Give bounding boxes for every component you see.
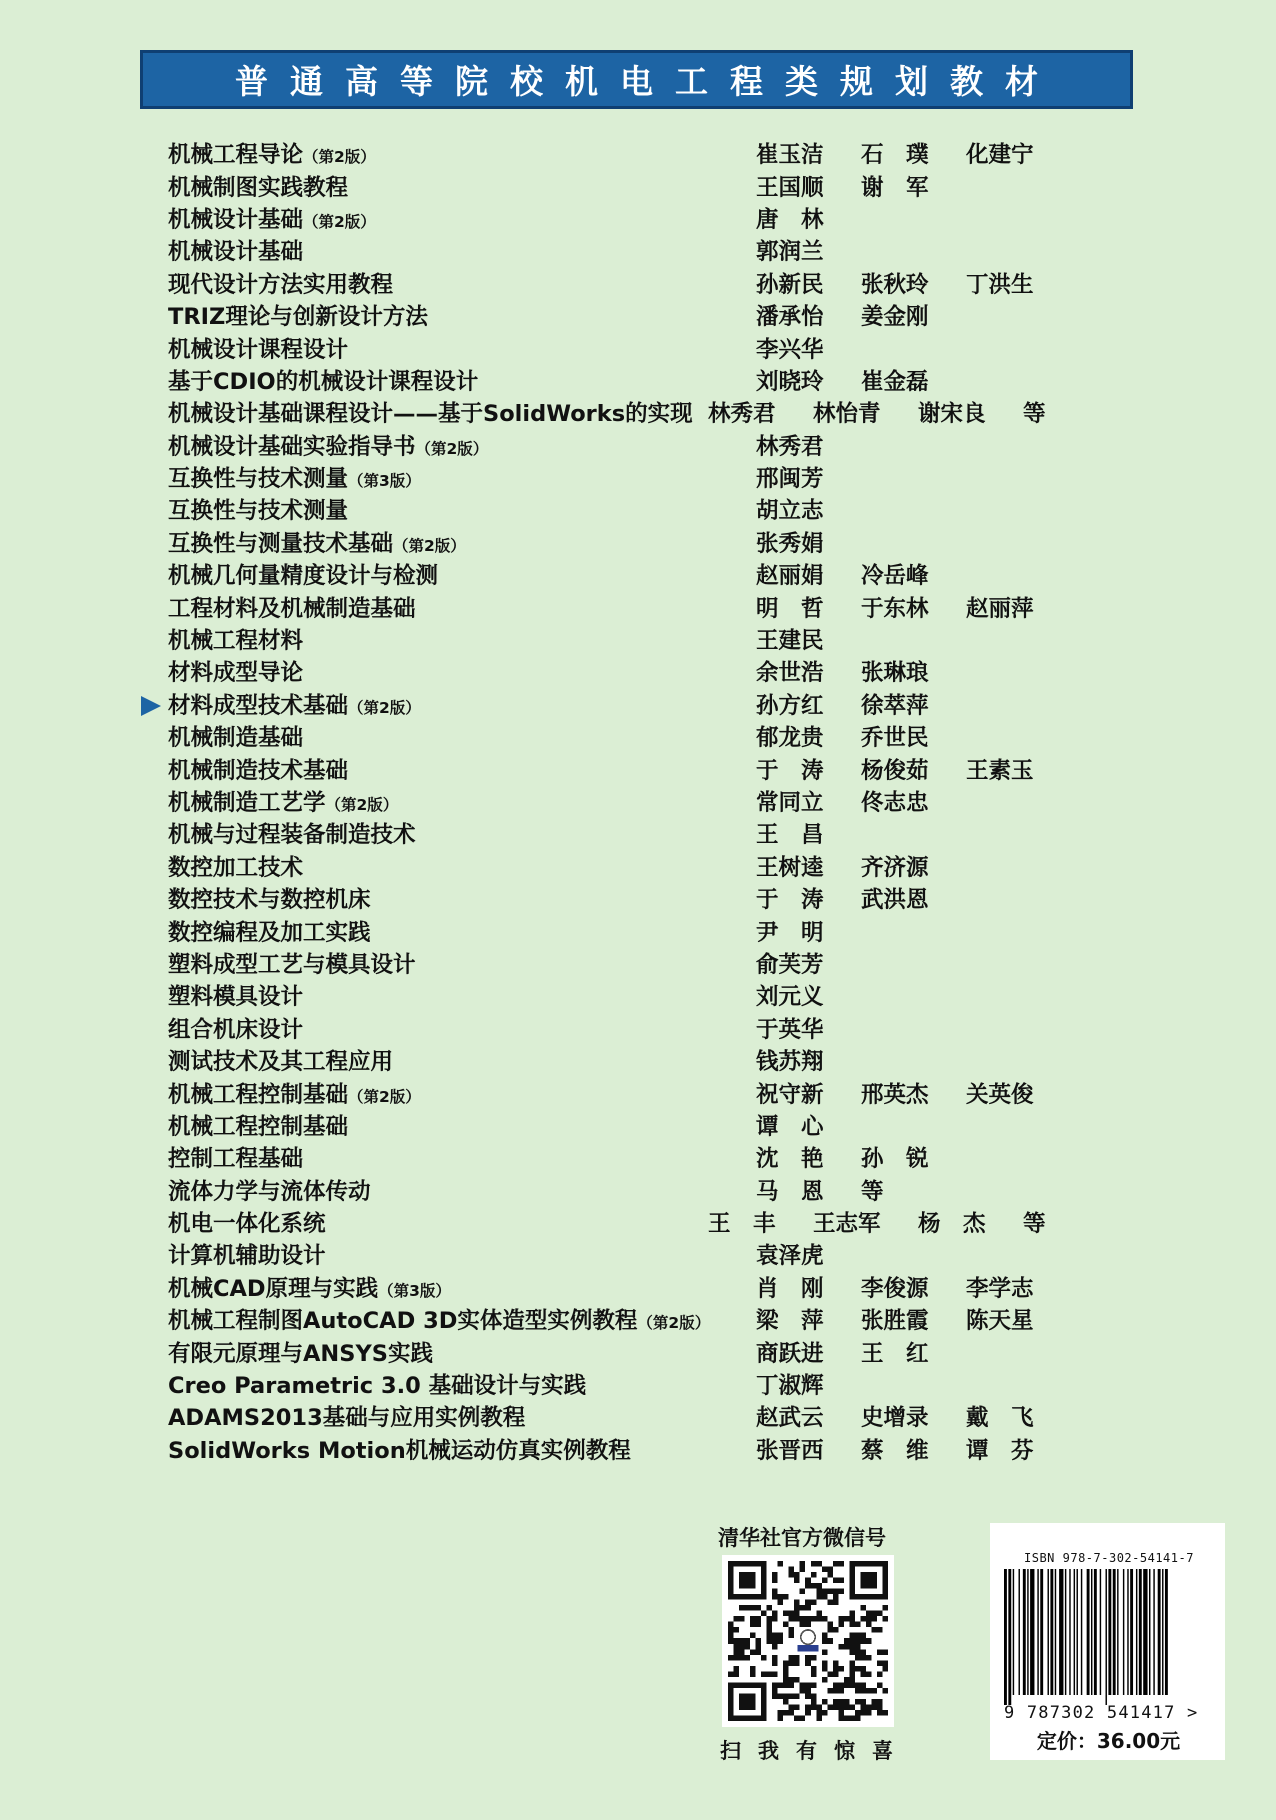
book-row xyxy=(168,234,1128,266)
book-author: 丁洪生 xyxy=(966,271,1034,298)
book-author: 张晋西 xyxy=(756,1437,824,1464)
current-book-marker-icon xyxy=(141,696,161,716)
book-edition: （第2版） xyxy=(303,212,376,231)
series-title: 普通高等院校机电工程类规划教材 xyxy=(235,62,1060,101)
book-title xyxy=(168,720,756,752)
book-authors xyxy=(708,1206,1128,1238)
book-author: 王 昌 xyxy=(756,822,824,849)
book-author: 孙新民 xyxy=(756,271,824,298)
book-authors xyxy=(708,396,1128,428)
book-authors xyxy=(756,720,966,752)
book-authors xyxy=(756,1238,861,1270)
book-title xyxy=(168,202,756,234)
book-title xyxy=(168,591,756,623)
book-author: 李兴华 xyxy=(756,336,824,363)
book-title-text: 材料成型技术基础 xyxy=(168,692,349,719)
book-author: 马 恩 xyxy=(756,1178,824,1205)
book-title xyxy=(168,882,756,914)
book-title xyxy=(168,299,756,331)
book-title xyxy=(168,1238,756,1270)
book-author: 王素玉 xyxy=(966,757,1034,784)
book-author: 肖 刚 xyxy=(756,1275,824,1302)
book-author: 王国顺 xyxy=(756,174,824,201)
isbn-barcode-box xyxy=(990,1523,1225,1760)
book-author: 郭润兰 xyxy=(756,239,824,266)
book-authors xyxy=(756,915,861,947)
book-author: 常同立 xyxy=(756,790,824,816)
book-title-text: 机械设计基础课程设计——基于SolidWorks的实现 xyxy=(168,401,693,428)
book-title xyxy=(168,1271,756,1303)
book-title-text: 控制工程基础 xyxy=(168,1146,304,1173)
book-author: 沈 艳 xyxy=(756,1146,824,1173)
book-authors xyxy=(756,493,861,525)
book-title-text: 机械工程控制基础 xyxy=(168,1113,349,1140)
book-author: 赵丽萍 xyxy=(966,595,1034,622)
book-authors xyxy=(756,850,966,882)
book-author: 姜金刚 xyxy=(861,304,929,331)
book-author: 张琳琅 xyxy=(861,660,929,687)
book-title-text: 塑料模具设计 xyxy=(168,984,304,1011)
book-author: 林怡青 xyxy=(813,401,881,428)
book-title-text: 机械与过程装备制造技术 xyxy=(168,822,416,849)
book-row xyxy=(168,331,1128,363)
book-author: 崔金磊 xyxy=(861,368,929,395)
book-row xyxy=(168,720,1128,752)
book-author: 石 璞 xyxy=(861,142,929,169)
book-title-text: 机械工程制图AutoCAD 3D实体造型实例教程 xyxy=(168,1308,638,1335)
book-row xyxy=(168,364,1128,396)
book-author: 丁淑辉 xyxy=(756,1373,824,1400)
book-authors xyxy=(756,1303,1071,1335)
book-title-text: TRIZ理论与创新设计方法 xyxy=(168,304,428,331)
book-title-text: 机械制造基础 xyxy=(168,725,304,752)
book-title xyxy=(168,753,756,785)
book-title xyxy=(168,526,756,558)
book-author: 等 xyxy=(861,1178,884,1205)
book-authors xyxy=(756,1368,861,1400)
book-title xyxy=(168,1174,756,1206)
book-author: 王志军 xyxy=(813,1211,881,1238)
book-authors xyxy=(756,1012,861,1044)
book-author: 李俊源 xyxy=(861,1275,929,1302)
book-authors xyxy=(756,1109,861,1141)
book-row xyxy=(168,752,1128,784)
book-author: 孙方红 xyxy=(756,692,824,719)
book-row xyxy=(168,850,1128,882)
book-author: 赵武云 xyxy=(756,1405,824,1432)
book-author: 张秀娟 xyxy=(756,530,824,557)
book-title-text: 机械制造工艺学 xyxy=(168,790,326,816)
book-title xyxy=(168,1433,756,1465)
book-authors xyxy=(756,1336,966,1368)
book-authors xyxy=(756,267,1071,299)
book-author: 史增录 xyxy=(861,1405,929,1432)
book-author: 谭 心 xyxy=(756,1113,824,1140)
book-row xyxy=(168,590,1128,622)
book-authors xyxy=(756,1271,1071,1303)
book-title-text: 机械工程控制基础 xyxy=(168,1081,349,1108)
barcode-digits: 9 787302 541417 > xyxy=(1004,1703,1199,1723)
book-row xyxy=(168,169,1128,201)
book-author: 崔玉洁 xyxy=(756,142,824,169)
book-edition: （第2版） xyxy=(393,536,466,555)
book-row xyxy=(168,526,1128,558)
book-author: 王建民 xyxy=(756,628,824,655)
book-authors xyxy=(756,234,861,266)
book-title-text: 机械CAD原理与实践 xyxy=(168,1275,379,1302)
book-title-text: 机械设计课程设计 xyxy=(168,336,349,363)
book-title xyxy=(168,655,756,687)
book-author: 谢 军 xyxy=(861,174,929,201)
book-authors xyxy=(756,461,861,493)
book-title-text: 机械设计基础实验指导书 xyxy=(168,433,416,460)
book-author: 张胜霞 xyxy=(861,1308,929,1335)
book-authors xyxy=(756,332,861,364)
book-author: 邢闽芳 xyxy=(756,466,824,493)
book-author: 王 丰 xyxy=(708,1211,776,1238)
book-author: 于英华 xyxy=(756,1016,824,1043)
book-title-text: 塑料成型工艺与模具设计 xyxy=(168,951,416,978)
book-author: 化建宁 xyxy=(966,142,1034,169)
book-author: 祝守新 xyxy=(756,1081,824,1108)
book-author: 佟志忠 xyxy=(861,790,929,816)
book-author: 关英俊 xyxy=(966,1081,1034,1108)
book-title-text: 材料成型导论 xyxy=(168,660,304,687)
qr-code-icon xyxy=(728,1561,888,1721)
book-authors xyxy=(756,882,966,914)
book-authors xyxy=(756,526,861,558)
book-author: 林秀君 xyxy=(708,401,776,428)
book-title-text: ADAMS2013基础与应用实例教程 xyxy=(168,1405,526,1432)
book-authors xyxy=(756,299,966,331)
book-author: 刘元义 xyxy=(756,984,824,1011)
book-author: 谭 芬 xyxy=(966,1437,1034,1464)
qr-slogan: 扫我有惊喜 xyxy=(720,1739,910,1763)
book-title xyxy=(168,1336,756,1368)
book-author: 潘承怡 xyxy=(756,304,824,331)
book-author: 刘晓玲 xyxy=(756,368,824,395)
book-title-text: 现代设计方法实用教程 xyxy=(168,271,394,298)
book-row xyxy=(168,558,1128,590)
book-authors xyxy=(756,137,1071,169)
book-title-text: 机电一体化系统 xyxy=(168,1211,326,1238)
book-row xyxy=(168,947,1128,979)
book-author: 唐 林 xyxy=(756,206,824,233)
book-title-text: 流体力学与流体传动 xyxy=(168,1178,371,1205)
series-banner xyxy=(140,50,1133,109)
book-title-text: 数控加工技术 xyxy=(168,854,304,881)
book-author: 钱苏翔 xyxy=(756,1049,824,1076)
book-author: 杨俊茹 xyxy=(861,757,929,784)
book-authors xyxy=(756,1141,966,1173)
book-authors xyxy=(756,558,966,590)
book-title xyxy=(168,364,756,396)
book-author: 等 xyxy=(1023,1211,1046,1238)
book-authors xyxy=(756,1433,1071,1465)
book-row xyxy=(168,1076,1128,1108)
book-title xyxy=(168,558,756,590)
book-title-text: 机械制造技术基础 xyxy=(168,757,349,784)
book-author: 余世浩 xyxy=(756,660,824,687)
book-row xyxy=(168,882,1128,914)
book-row xyxy=(168,267,1128,299)
book-title xyxy=(168,947,756,979)
book-title xyxy=(168,137,756,169)
book-title xyxy=(168,1368,756,1400)
book-title xyxy=(168,979,756,1011)
book-authors xyxy=(756,688,966,720)
book-row xyxy=(168,623,1128,655)
book-authors xyxy=(756,753,1071,785)
book-title xyxy=(168,915,756,947)
book-authors xyxy=(756,817,861,849)
book-title-text: 机械制图实践教程 xyxy=(168,174,349,201)
book-author: 王 红 xyxy=(861,1340,929,1367)
book-title xyxy=(168,785,756,817)
book-author: 于东林 xyxy=(861,595,929,622)
book-title xyxy=(168,1077,756,1109)
book-title xyxy=(168,1206,708,1238)
book-title xyxy=(168,396,708,428)
book-author: 孙 锐 xyxy=(861,1146,929,1173)
book-row xyxy=(168,299,1128,331)
book-authors xyxy=(756,785,966,817)
book-row xyxy=(168,1303,1128,1335)
book-title-text: 互换性与技术测量 xyxy=(168,498,349,525)
book-row xyxy=(168,785,1128,817)
book-title-text: 机械工程材料 xyxy=(168,628,304,655)
book-title xyxy=(168,1109,756,1141)
book-title-text: 机械设计基础 xyxy=(168,239,304,266)
book-title-text: 基于CDIO的机械设计课程设计 xyxy=(168,368,479,395)
book-author: 张秋玲 xyxy=(861,271,929,298)
book-author: 杨 杰 xyxy=(918,1211,986,1238)
book-row xyxy=(168,979,1128,1011)
book-title xyxy=(168,1012,756,1044)
book-row xyxy=(168,396,1128,428)
book-title xyxy=(168,493,756,525)
book-title-text: SolidWorks Motion机械运动仿真实例教程 xyxy=(168,1437,631,1464)
book-authors xyxy=(756,170,966,202)
book-authors xyxy=(756,202,861,234)
book-title xyxy=(168,850,756,882)
book-author: 俞芙芳 xyxy=(756,951,824,978)
book-author: 林秀君 xyxy=(756,433,824,460)
isbn-text: ISBN 978-7-302-54141-7 xyxy=(1024,1551,1194,1565)
book-authors xyxy=(756,623,861,655)
book-author: 梁 萍 xyxy=(756,1308,824,1335)
book-title-text: 组合机床设计 xyxy=(168,1016,304,1043)
book-row xyxy=(168,655,1128,687)
book-title-text: 数控技术与数控机床 xyxy=(168,887,371,914)
book-row xyxy=(168,493,1128,525)
book-row xyxy=(168,429,1128,461)
book-author: 戴 飞 xyxy=(966,1405,1034,1432)
book-edition: （第3版） xyxy=(378,1281,451,1300)
book-authors xyxy=(756,979,861,1011)
book-title xyxy=(168,429,756,461)
book-row xyxy=(168,1044,1128,1076)
book-edition: （第2版） xyxy=(303,148,376,167)
book-row xyxy=(168,461,1128,493)
book-author: 谢宋良 xyxy=(918,401,986,428)
book-authors xyxy=(756,1044,861,1076)
book-author: 赵丽娟 xyxy=(756,563,824,590)
book-title xyxy=(168,170,756,202)
book-author: 袁泽虎 xyxy=(756,1243,824,1270)
book-author: 李学志 xyxy=(966,1275,1034,1302)
book-author: 胡立志 xyxy=(756,498,824,525)
book-author: 齐济源 xyxy=(861,854,929,881)
book-title-text: 互换性与技术测量 xyxy=(168,466,349,493)
book-row xyxy=(168,1238,1128,1270)
book-edition: （第3版） xyxy=(348,472,421,491)
book-row xyxy=(168,202,1128,234)
book-row xyxy=(168,1400,1128,1432)
book-row xyxy=(168,817,1128,849)
book-title-text: 机械几何量精度设计与检测 xyxy=(168,563,439,590)
book-title-text: 计算机辅助设计 xyxy=(168,1243,326,1270)
book-edition: （第2版） xyxy=(637,1314,711,1333)
book-row xyxy=(168,1174,1128,1206)
book-row xyxy=(168,1141,1128,1173)
book-title-text: Creo Parametric 3.0 基础设计与实践 xyxy=(168,1373,587,1400)
barcode-icon xyxy=(1004,1569,1204,1705)
book-row xyxy=(168,914,1128,946)
book-edition: （第2版） xyxy=(325,796,399,814)
book-authors xyxy=(756,591,1071,623)
book-title xyxy=(168,1400,756,1432)
book-author: 尹 明 xyxy=(756,919,824,946)
book-row xyxy=(168,1335,1128,1367)
book-author: 乔世民 xyxy=(861,725,929,752)
book-row xyxy=(168,688,1128,720)
book-author: 徐萃萍 xyxy=(861,692,929,719)
book-list xyxy=(168,137,1128,1465)
book-title-text: 互换性与测量技术基础 xyxy=(168,530,394,557)
book-edition: （第2版） xyxy=(348,1087,421,1106)
book-title-text: 测试技术及其工程应用 xyxy=(168,1049,394,1076)
book-title xyxy=(168,1141,756,1173)
book-authors xyxy=(756,1400,1071,1432)
book-title-text: 机械工程导论 xyxy=(168,142,304,169)
book-title xyxy=(168,332,756,364)
book-title-text: 数控编程及加工实践 xyxy=(168,919,371,946)
book-author: 于 涛 xyxy=(756,887,824,914)
book-edition: （第2版） xyxy=(348,698,421,717)
book-authors xyxy=(756,429,861,461)
book-author: 邢英杰 xyxy=(861,1081,929,1108)
book-row xyxy=(168,1271,1128,1303)
book-authors xyxy=(756,1174,966,1206)
book-title xyxy=(168,461,756,493)
book-title-text: 工程材料及机械制造基础 xyxy=(168,595,416,622)
book-row xyxy=(168,1433,1128,1465)
book-title xyxy=(168,267,756,299)
book-authors xyxy=(756,1077,1071,1109)
book-authors xyxy=(756,655,966,687)
book-author: 商跃进 xyxy=(756,1340,824,1367)
wechat-label: 清华社官方微信号 xyxy=(718,1526,886,1550)
book-row xyxy=(168,1012,1128,1044)
book-title-text: 机械设计基础 xyxy=(168,206,304,233)
book-title xyxy=(168,817,756,849)
book-author: 武洪恩 xyxy=(861,887,929,914)
book-author: 郁龙贵 xyxy=(756,725,824,752)
book-title xyxy=(168,234,756,266)
book-authors xyxy=(756,364,966,396)
book-author: 冷岳峰 xyxy=(861,563,929,590)
book-row xyxy=(168,1109,1128,1141)
book-title xyxy=(168,688,756,720)
book-author: 于 涛 xyxy=(756,757,824,784)
book-title-text: 有限元原理与ANSYS实践 xyxy=(168,1340,433,1367)
book-author: 明 哲 xyxy=(756,595,824,622)
book-author: 陈天星 xyxy=(966,1308,1034,1335)
book-author: 王树逵 xyxy=(756,854,824,881)
book-row xyxy=(168,1206,1128,1238)
book-edition: （第2版） xyxy=(415,439,489,458)
book-title xyxy=(168,1044,756,1076)
book-title xyxy=(168,1303,756,1335)
book-author: 等 xyxy=(1023,401,1046,428)
book-row xyxy=(168,1368,1128,1400)
price-label: 定价：36.00元 xyxy=(1036,1729,1181,1753)
book-title xyxy=(168,623,756,655)
book-author: 蔡 维 xyxy=(861,1437,929,1464)
qr-code[interactable] xyxy=(722,1555,894,1727)
book-authors xyxy=(756,947,861,979)
book-row xyxy=(168,137,1128,169)
